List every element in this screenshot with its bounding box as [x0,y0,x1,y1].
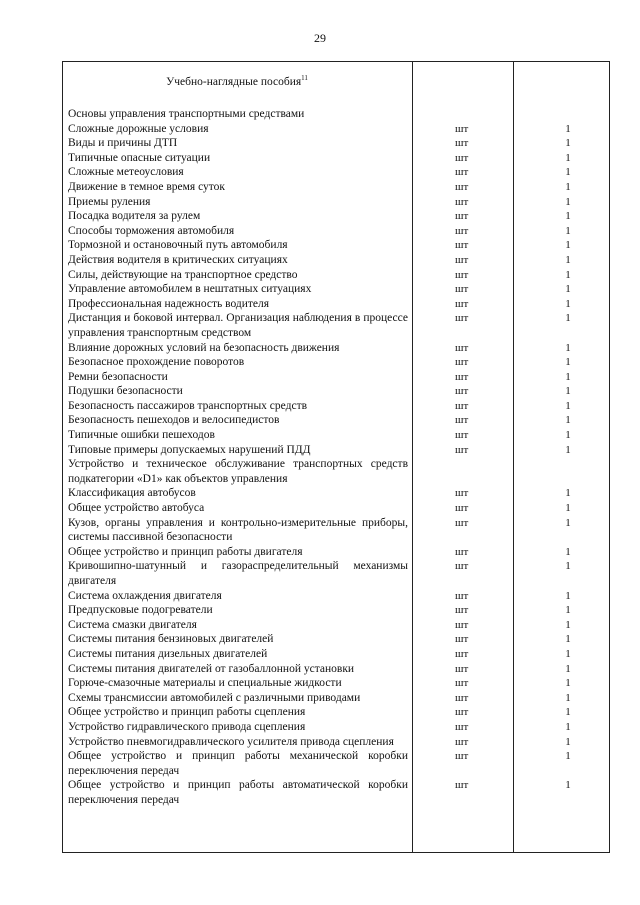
item-name: Кривошипно-шатунный и газораспределительный механизмы двигателя [68,560,408,587]
item-unit: шт [455,195,469,208]
item-unit: шт [455,224,469,237]
table-row [68,486,610,501]
table-row [68,151,610,166]
item-name: Основы управления транспортными средствами [68,108,305,120]
item-name: Способы торможения автомобиля [68,224,235,237]
item-quantity: 1 [565,414,571,427]
table-top-border [62,61,610,62]
item-name: Схемы трансмиссии автомобилей с различными приводами [68,691,361,704]
item-unit: шт [455,312,469,325]
item-quantity: 1 [565,268,571,281]
item-name: Профессиональная надежность водителя [68,297,270,310]
header-footnote: 11 [301,74,308,82]
item-quantity: 1 [565,677,571,690]
table-row [68,341,610,356]
item-unit: шт [455,268,469,281]
item-name: Устройство пневмогидравлического усилителя привода сцепления [68,735,394,748]
table-row [68,545,610,560]
item-name: Движение в темное время суток [68,180,225,193]
item-unit: шт [455,166,469,179]
item-unit: шт [455,706,469,719]
item-quantity: 1 [565,385,571,398]
item-name: Тормозной и остановочный путь автомобиля [68,239,288,252]
item-unit: шт [455,516,469,529]
item-name: Общее устройство автобуса [68,502,205,515]
item-name: Сложные метеоусловия [68,166,184,179]
table-row [68,399,610,414]
item-name: Устройство гидравлического привода сцепления [68,720,306,733]
item-quantity: 1 [565,195,571,208]
table-row [68,122,610,137]
table-row [68,749,610,778]
item-quantity: 1 [565,341,571,354]
item-quantity: 1 [565,516,571,529]
item-unit: шт [455,662,469,675]
item-name: Горюче-смазочные материалы и специальные жидкости [68,677,342,690]
item-quantity: 1 [565,356,571,369]
item-name: Силы, действующие на транспортное средство [68,268,298,281]
item-quantity: 1 [565,779,571,792]
table-row [68,516,610,545]
item-unit: шт [455,502,469,515]
item-name: Общее устройство и принцип работы двигателя [68,545,303,558]
table-row [68,136,610,151]
table-bottom-border [62,852,610,853]
table-row [68,632,610,647]
table-row [68,195,610,210]
table-row [68,428,610,443]
item-unit: шт [455,180,469,193]
item-unit: шт [455,647,469,660]
item-quantity: 1 [565,312,571,325]
item-unit: шт [455,356,469,369]
item-unit: шт [455,487,469,500]
item-name: Безопасность пассажиров транспортных средств [68,399,308,412]
item-name: Общее устройство и принцип работы автоматической коробки переключения передач [68,779,408,806]
item-name: Система смазки двигателя [68,618,197,631]
item-name: Типичные опасные ситуации [68,151,211,164]
item-quantity: 1 [565,253,571,266]
table-row [68,107,610,122]
table-row [68,253,610,268]
item-unit: шт [455,253,469,266]
item-unit: шт [455,210,469,223]
item-name: Безопасное прохождение поворотов [68,356,245,369]
item-name: Типичные ошибки пешеходов [68,429,215,442]
table-row [68,355,610,370]
table-row [68,413,610,428]
header-title: Учебно-наглядные пособия [166,75,302,88]
table-rows [68,107,610,808]
item-quantity: 1 [565,151,571,164]
item-unit: шт [455,691,469,704]
item-name: Дистанция и боковой интервал. Организация наблюдения в процессе управления транспортным средством [68,312,408,339]
item-unit: шт [455,283,469,296]
item-name: Предпусковые подогреватели [68,604,213,617]
item-quantity: 1 [565,210,571,223]
item-unit: шт [455,545,469,558]
item-unit: шт [455,137,469,150]
item-quantity: 1 [565,239,571,252]
item-unit: шт [455,735,469,748]
item-quantity: 1 [565,283,571,296]
item-unit: шт [455,750,469,763]
item-unit: шт [455,560,469,573]
table-row [68,384,610,399]
table-row [68,457,610,486]
table-row [68,662,610,677]
item-unit: шт [455,122,469,135]
table-row [68,735,610,750]
table-row [68,165,610,180]
item-name: Сложные дорожные условия [68,122,209,135]
item-quantity: 1 [565,589,571,602]
item-name: Система охлаждения двигателя [68,589,222,602]
table-row [68,676,610,691]
item-quantity: 1 [565,662,571,675]
item-quantity: 1 [565,604,571,617]
table-row [68,370,610,385]
item-unit: шт [455,779,469,792]
item-quantity: 1 [565,180,571,193]
item-unit: шт [455,589,469,602]
page-number: 29 [314,31,326,45]
table-row [68,238,610,253]
item-quantity: 1 [565,750,571,763]
table-row [68,297,610,312]
item-name: Устройство и техническое обслуживание транспортных средств подкатегории «D1» как объектов управления [68,458,408,485]
item-name: Управление автомобилем в нештатных ситуациях [68,283,312,296]
item-unit: шт [455,429,469,442]
item-name: Типовые примеры допускаемых нарушений ПДД [68,443,311,456]
table-left-border [62,61,63,853]
item-name: Системы питания двигателей от газобаллонной установки [68,662,355,675]
item-quantity: 1 [565,618,571,631]
item-unit: шт [455,414,469,427]
table-row [68,705,610,720]
item-name: Классификация автобусов [68,487,196,500]
item-quantity: 1 [565,545,571,558]
item-quantity: 1 [565,122,571,135]
item-quantity: 1 [565,735,571,748]
table-row [68,311,610,340]
table-row [68,589,610,604]
table-row [68,282,610,297]
table-row [68,720,610,735]
item-quantity: 1 [565,720,571,733]
item-quantity: 1 [565,691,571,704]
table-row [68,180,610,195]
item-quantity: 1 [565,706,571,719]
item-unit: шт [455,677,469,690]
item-unit: шт [455,633,469,646]
item-name: Системы питания бензиновых двигателей [68,633,274,646]
item-quantity: 1 [565,370,571,383]
item-unit: шт [455,341,469,354]
item-unit: шт [455,385,469,398]
item-quantity: 1 [565,443,571,456]
table-row [68,618,610,633]
item-quantity: 1 [565,297,571,310]
item-name: Безопасность пешеходов и велосипедистов [68,414,280,427]
item-name: Посадка водителя за рулем [68,210,201,223]
item-name: Влияние дорожных условий на безопасность движения [68,341,340,354]
table-row [68,209,610,224]
item-quantity: 1 [565,560,571,573]
table-row [68,778,610,807]
item-name: Общее устройство и принцип работы механической коробки переключения передач [68,750,408,777]
table-row [68,647,610,662]
item-quantity: 1 [565,487,571,500]
item-quantity: 1 [565,166,571,179]
item-quantity: 1 [565,224,571,237]
table-row [68,603,610,618]
table-row [68,443,610,458]
item-quantity: 1 [565,399,571,412]
item-quantity: 1 [565,137,571,150]
item-unit: шт [455,399,469,412]
item-quantity: 1 [565,647,571,660]
item-name: Ремни безопасности [68,370,168,383]
item-unit: шт [455,720,469,733]
item-unit: шт [455,151,469,164]
item-unit: шт [455,370,469,383]
item-unit: шт [455,297,469,310]
item-quantity: 1 [565,633,571,646]
item-unit: шт [455,239,469,252]
table-row [68,501,610,516]
item-quantity: 1 [565,502,571,515]
item-unit: шт [455,443,469,456]
table-row [68,268,610,283]
table-row [68,691,610,706]
item-name: Системы питания дизельных двигателей [68,647,268,660]
table-header [62,74,412,88]
item-unit: шт [455,618,469,631]
table-row [68,224,610,239]
item-unit: шт [455,604,469,617]
table-row [68,559,610,588]
item-name: Подушки безопасности [68,385,183,398]
item-name: Общее устройство и принцип работы сцепления [68,706,306,719]
item-name: Действия водителя в критических ситуациях [68,253,288,266]
item-name: Приемы руления [68,195,151,208]
item-name: Кузов, органы управления и контрольно-измерительные приборы, системы пассивной безопасности [68,516,408,544]
item-quantity: 1 [565,429,571,442]
item-name: Виды и причины ДТП [68,137,178,150]
